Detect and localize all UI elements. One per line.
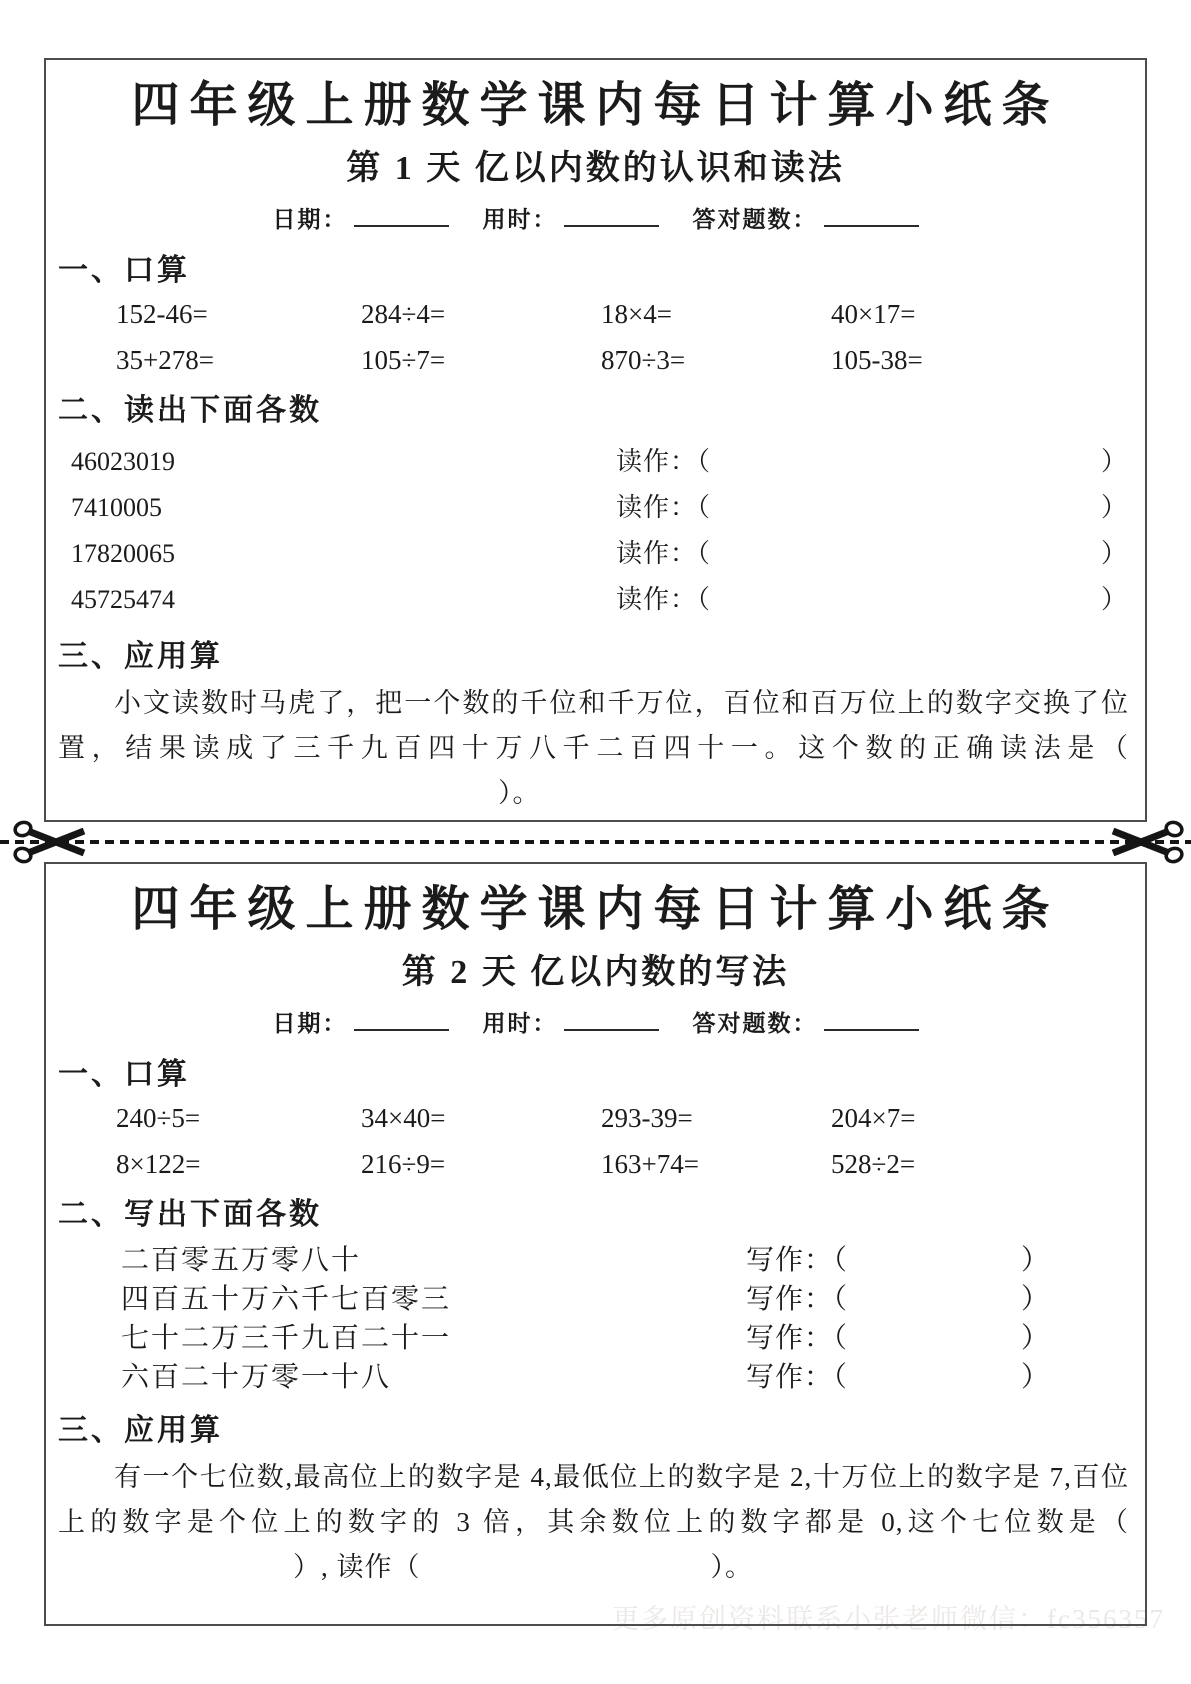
close-paren: ） bbox=[1101, 585, 1128, 614]
math-problem: 18×4= bbox=[601, 299, 672, 329]
write-as-label: 写作：（ bbox=[746, 1284, 849, 1315]
math-problem: 870÷3= bbox=[601, 345, 686, 375]
write-as-label: 写作：（ bbox=[746, 1245, 849, 1276]
scissors-icon bbox=[12, 819, 86, 865]
score-label: 答对题数： bbox=[692, 1011, 818, 1036]
close-paren: ）。 bbox=[498, 778, 541, 808]
open-paren: （ bbox=[1101, 1507, 1129, 1537]
problem-statement: 小文读数时马虎了，把一个数的千位和千万位，百位和百万位上的数字交换了位置，结果读成了三千九百四十万八千二百四十一。这个数的正确读法是 bbox=[58, 688, 1129, 763]
number-to-read: 7410005 bbox=[71, 493, 162, 522]
write-number-list bbox=[46, 1241, 1145, 1397]
applied-problem-text bbox=[58, 1455, 1129, 1590]
problem-statement: 有一个七位数,最高位上的数字是 4,最低位上的数字是 2,十万位上的数字是 7,百位上的数字是个位上的数字的 3 倍，其余数位上的数字都是 0,这个七位数是 bbox=[58, 1462, 1129, 1537]
number-to-read: 45725474 bbox=[71, 585, 175, 614]
section-heading-applied: 三、应用算 bbox=[58, 1414, 223, 1447]
math-problem: 163+74= bbox=[601, 1149, 699, 1179]
math-problem: 284÷4= bbox=[361, 299, 446, 329]
math-problem: 240÷5= bbox=[116, 1103, 201, 1133]
read-as-label: 读作：（ bbox=[616, 539, 712, 568]
day-subtitle: 第 1 天 亿以内数的认识和读法 bbox=[346, 150, 845, 187]
oral-problem-grid bbox=[46, 297, 1145, 377]
close-paren: ） bbox=[1021, 1362, 1050, 1393]
worksheet-slip-day2 bbox=[44, 862, 1147, 1626]
math-problem: 105÷7= bbox=[361, 345, 446, 375]
read-as-label: 读作：（ bbox=[616, 493, 712, 522]
math-problem: 152-46= bbox=[116, 299, 208, 329]
read-number-list bbox=[46, 439, 1145, 623]
math-problem: 528÷2= bbox=[831, 1149, 916, 1179]
dashed-cut-line bbox=[0, 840, 1191, 844]
page-title: 四年级上册数学课内每日计算小纸条 bbox=[131, 79, 1060, 132]
section-heading-applied: 三、应用算 bbox=[58, 640, 223, 673]
time-blank-field bbox=[564, 202, 659, 227]
date-label: 日期： bbox=[272, 207, 348, 232]
close-paren: ） bbox=[1101, 539, 1128, 568]
close-paren: ） bbox=[1101, 493, 1128, 522]
close-paren: ）。 bbox=[710, 1552, 753, 1582]
write-number-row bbox=[46, 1280, 1145, 1319]
read-number-row bbox=[46, 439, 1145, 485]
read-as-connector: ）, 读作（ bbox=[293, 1552, 421, 1582]
write-as-label: 写作：（ bbox=[746, 1323, 849, 1354]
math-problem: 293-39= bbox=[601, 1103, 693, 1133]
math-problem: 216÷9= bbox=[361, 1149, 446, 1179]
date-blank-field bbox=[354, 202, 449, 227]
date-blank-field bbox=[354, 1006, 449, 1031]
number-words: 六百二十万零一十八 bbox=[121, 1362, 392, 1393]
watermark-text: 更多原创资料联系小张老师微信：fc356357 bbox=[612, 1604, 1165, 1634]
meta-row bbox=[46, 202, 1145, 237]
close-paren: ） bbox=[1021, 1323, 1050, 1354]
worksheet-slip-day1 bbox=[44, 58, 1147, 822]
applied-problem-text bbox=[58, 681, 1129, 816]
time-blank-field bbox=[564, 1006, 659, 1031]
close-paren: ） bbox=[1021, 1284, 1050, 1315]
page-title: 四年级上册数学课内每日计算小纸条 bbox=[131, 883, 1060, 936]
number-words: 七十二万三千九百二十一 bbox=[121, 1323, 452, 1354]
score-blank-field bbox=[824, 1006, 919, 1031]
read-number-row bbox=[46, 577, 1145, 623]
close-paren: ） bbox=[1101, 447, 1128, 476]
section-heading-read-numbers: 二、读出下面各数 bbox=[58, 394, 322, 427]
time-label: 用时： bbox=[482, 207, 558, 232]
section-heading-oral-calc: 一、口算 bbox=[58, 1058, 190, 1091]
write-number-row bbox=[46, 1319, 1145, 1358]
write-as-label: 写作：（ bbox=[746, 1362, 849, 1393]
number-words: 二百零五万零八十 bbox=[121, 1245, 362, 1276]
math-problem: 204×7= bbox=[831, 1103, 916, 1133]
math-problem: 34×40= bbox=[361, 1103, 446, 1133]
write-number-row bbox=[46, 1358, 1145, 1397]
close-paren: ） bbox=[1021, 1245, 1050, 1276]
read-as-label: 读作：（ bbox=[616, 585, 712, 614]
open-paren: （ bbox=[1101, 733, 1129, 763]
math-problem: 8×122= bbox=[116, 1149, 201, 1179]
number-to-read: 17820065 bbox=[71, 539, 175, 568]
scissors-icon bbox=[1111, 819, 1185, 865]
number-to-read: 46023019 bbox=[71, 447, 175, 476]
read-number-row bbox=[46, 531, 1145, 577]
math-problem: 105-38= bbox=[831, 345, 923, 375]
read-as-label: 读作：（ bbox=[616, 447, 712, 476]
oral-problem-grid bbox=[46, 1101, 1145, 1181]
section-heading-oral-calc: 一、口算 bbox=[58, 254, 190, 287]
write-number-row bbox=[46, 1241, 1145, 1280]
section-heading-write-numbers: 二、写出下面各数 bbox=[58, 1198, 322, 1231]
date-label: 日期： bbox=[272, 1011, 348, 1036]
answer-blank-space bbox=[58, 801, 498, 802]
math-problem: 40×17= bbox=[831, 299, 916, 329]
answer-blank-space bbox=[421, 1575, 711, 1576]
score-blank-field bbox=[824, 202, 919, 227]
math-problem: 35+278= bbox=[116, 345, 214, 375]
time-label: 用时： bbox=[482, 1011, 558, 1036]
read-number-row bbox=[46, 485, 1145, 531]
meta-row bbox=[46, 1006, 1145, 1041]
number-words: 四百五十万六千七百零三 bbox=[121, 1284, 452, 1315]
answer-blank-space bbox=[58, 1575, 293, 1576]
day-subtitle: 第 2 天 亿以内数的写法 bbox=[401, 954, 790, 991]
score-label: 答对题数： bbox=[692, 207, 818, 232]
